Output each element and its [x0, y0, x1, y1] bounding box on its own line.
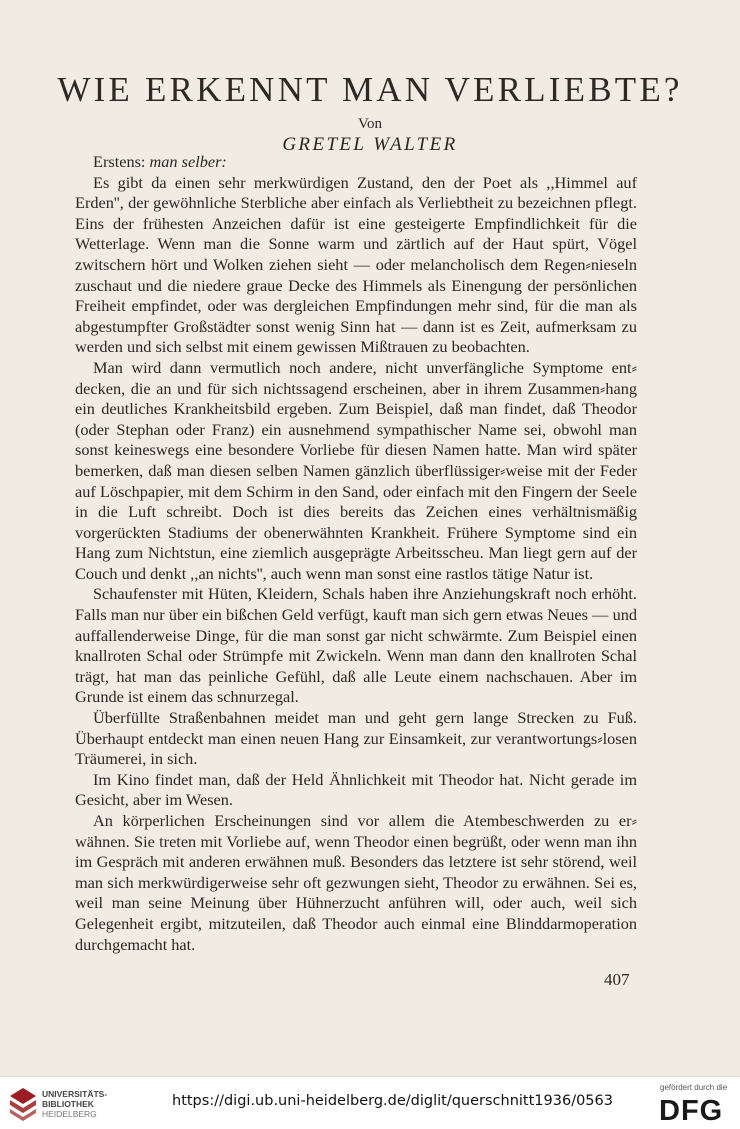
paragraph: Es gibt da einen sehr merkwürdigen Zustand, den der Poet als ,,Himmel auf Erden'', der gewöhnliche Sterbliche aber einfach als Verliebtheit zu bezeichnen pflegt. Eins der frühesten Anzeichen dafür ist eine gesteigerte Empfindlichkeit für die Wetterlage. Wenn man die Sonne warm und zärtlich auf der Haut spürt, Vögel zwitschern hört und Wolken ziehen sieht — oder melancholisch dem Regen⸗nieseln zuschaut und die niedere graue Decke des Himmels als Einengung der persönlichen Freiheit empfindet, oder was dergleichen Empfindungen mehr sind, für die man als abgestumpfter Großstädter sonst wenig Sinn hat — dann ist es Zeit, aufmerksam zu werden und sich selbst mit einem gewissen Mißtrauen zu beobachten. [75, 172, 637, 357]
funding-note: gefördert durch die [660, 1083, 728, 1092]
dfg-logo-text: DFG [659, 1095, 724, 1123]
viewer-footer [0, 1076, 740, 1129]
permalink-url[interactable]: https://digi.ub.uni-heidelberg.de/diglit/querschnitt1936/0563 [172, 1093, 613, 1109]
byline-von: Von [358, 116, 382, 132]
dfg-logo [659, 1095, 729, 1123]
university-library-logo [8, 1087, 38, 1121]
article-body [75, 152, 637, 955]
paragraph: Schaufenster mit Hüten, Kleidern, Schals haben ihre Anziehungskraft noch erhöht. Falls man nur über ein bißchen Geld verfügt, kauft man sich gern etwas Neues — und auffallenderweise Dinge, für die man sonst gar nicht schwärmte. Zum Beispiel einen knallroten Schal oder Strümpfe mit Zwickeln. Wenn man dann den knallroten Schal trägt, hat man das peinliche Gefühl, daß alle Leute einem nachschauen. Aber im Grunde ist einem das schnurzegal. [75, 584, 637, 707]
paragraph: Überfüllte Straßenbahnen meidet man und geht gern lange Strecken zu Fuß. Überhaupt entdeckt man einen neuen Hang zur Einsamkeit, zur verantwortungs⸗losen Träumerei, in sich. [75, 708, 637, 769]
paragraph: Im Kino findet man, daß der Held Ähnlichkeit mit Theodor hat. Nicht gerade im Gesicht, aber im Wesen. [75, 769, 637, 810]
author-name: GRETEL WALTER [282, 134, 458, 155]
paragraph: An körperlichen Erscheinungen sind vor allem die Atembeschwerden zu er⸗wähnen. Sie treten mit Vorliebe auf, wenn Theodor einen begrüßt, oder wenn man ihn im Gespräch mit anderen erwähnen muß. Besonders das letztere ist sehr störend, weil man sich merkwürdigerweise sehr oft gezwungen sieht, Theodor zu erwähnen. Sei es, weil man seine Meinung über Hühnerzucht anführen will, oder auch, weil sich Gelegenheit ergibt, mitzuteilen, daß Theodor auch einmal eine Blinddarmoperation durchgemacht hat. [75, 811, 637, 954]
paragraph: Man wird dann vermutlich noch andere, nicht unverfängliche Symptome ent⸗decken, die an und für sich nichtssagend erscheinen, aber in ihrem Zusammen⸗hang ein deutliches Krankheitsbild ergeben. Zum Beispiel, daß man findet, daß Theodor (oder Stephan oder Franz) ein ausnehmend sympathischer Name sei, obwohl man sonst keineswegs eine besondere Vorliebe für diesen Namen hatte. Man wird später bemerken, daß man diesen selben Namen gänzlich überflüssiger⸗weise mit der Feder auf Löschpapier, mit dem Schirm in den Sand, oder einfach mit den Fingern der Seele in die Luft schreibt. Doch ist dies bereits das Zeichen eines verhältnismäßig vorgerückten Stadiums der obenerwähnten Krankheit. Frühere Symptome sind ein Hang zum Nichtstun, eine ziemlich ausgeprägte Arbeitsscheu. Man liegt gern auf der Couch und denkt ,,an nichts'', auch wenn man sonst eine rastlos tätige Natur ist. [75, 357, 637, 583]
intro-italic: man selber: [149, 152, 227, 171]
article-title: WIE ERKENNT MAN VERLIEBTE? [57, 70, 683, 109]
university-library-name: UNIVERSITÄTS- BIBLIOTHEK HEIDELBERG [42, 1089, 108, 1119]
intro-line: Erstens: man selber: [93, 152, 227, 171]
page-number: 407 [604, 970, 630, 989]
